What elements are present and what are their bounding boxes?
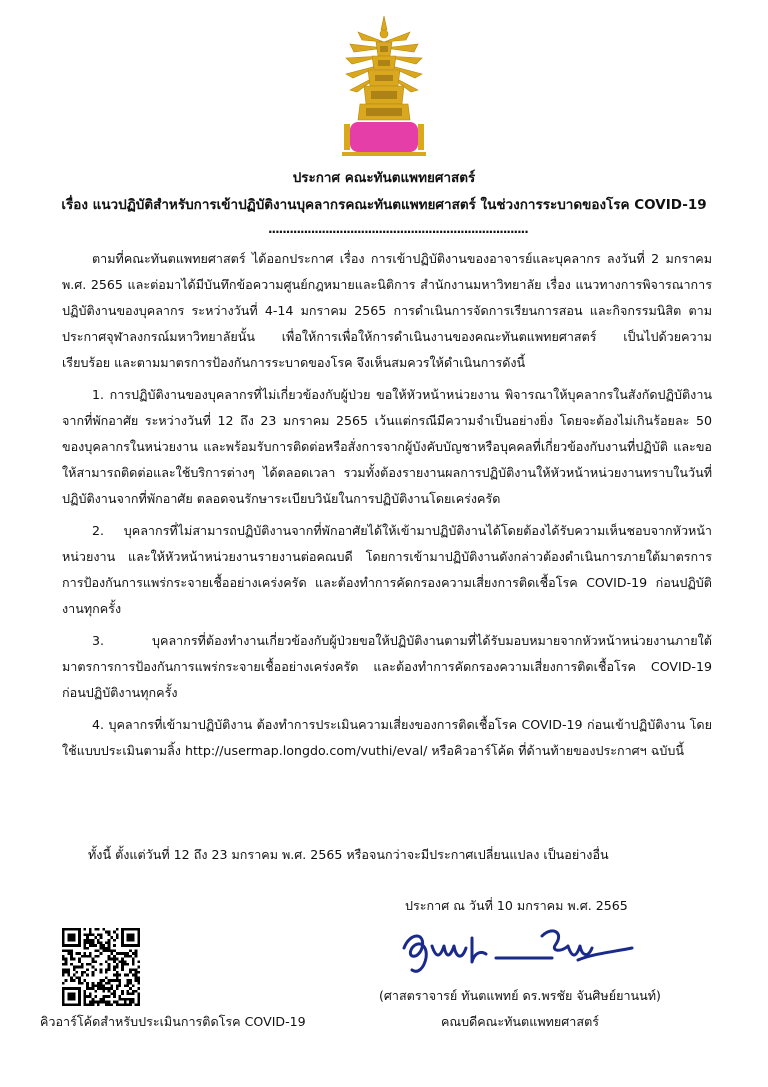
list-item-4: 4. บุคลากรที่เข้ามาปฏิบัติงาน ต้องทำการประเมินความเสี่ยงของการติดเชื้อโรค COVID-19 ก่อนเข้าปฏิบัติงาน โดยใช้แบบประเมินตามลิ้ง http://usermap.longdo.com/vuthi/eval/ หรือคิวอาร์โค้ด ที่ด้านท้ายของประกาศฯ ฉบับนี้ [62, 717, 712, 758]
qr-caption: คิวอาร์โค้ดสำหรับประเมินการติดโรค COVID-19 [40, 1014, 306, 1029]
effective-period: ทั้งนี้ ตั้งแต่วันที่ 12 ถึง 23 มกราคม พ.ศ. 2565 หรือจนกว่าจะมีประกาศเปลี่ยนแปลง เป็นอย่างอื่น [88, 847, 609, 862]
announcement-subject: เรื่อง แนวปฏิบัติสำหรับการเข้าปฏิบัติงานบุคลากรคณะทันตแพทยศาสตร์ ในช่วงการระบาดของโรค COVID-19 [61, 197, 707, 213]
chulalongkorn-emblem-icon [338, 12, 430, 162]
qr-code-icon[interactable] [62, 928, 140, 1006]
signer-name: (ศาสตราจารย์ ทันตแพทย์ ดร.พรชัย จันศิษย์ยานนท์) [379, 988, 661, 1003]
announcement-body [62, 246, 712, 770]
list-item-3: 3. บุคลากรที่ต้องทำงานเกี่ยวข้องกับผู้ป่วยขอให้ปฏิบัติงานตามที่ได้รับมอบหมายจากหัวหน้าหน่วยงานภายใต้มาตรการการป้องกันการแพร่กระจายเชื้ออย่างเคร่งครัด และต้องทำการคัดกรองความเสี่ยงการติดเชื้อโรค COVID-19 ก่อนปฏิบัติงานทุกครั้ง [62, 633, 712, 700]
announcement-title: ประกาศ คณะทันตแพทยศาสตร์ [292, 170, 476, 186]
announcement-date: ประกาศ ณ วันที่ 10 มกราคม พ.ศ. 2565 [405, 898, 628, 913]
list-item-2: 2. บุคลากรที่ไม่สามารถปฏิบัติงานจากที่พักอาศัยได้ให้เข้ามาปฏิบัติงานได้โดยต้องได้รับความเห็นชอบจากหัวหน้าหน่วยงาน และให้หัวหน้าหน่วยงานรายงานต่อคณบดี โดยการเข้ามาปฏิบัติงานดังกล่าวต้องดำเนินการภายใต้มาตรการการป้องกันการแพร่กระจายเชื้ออย่างเคร่งครัด และต้องทำการคัดกรองความเสี่ยงการติดเชื้อโรค COVID-19 ก่อนปฏิบัติงานทุกครั้ง [62, 523, 712, 616]
list-item-1: 1. การปฏิบัติงานของบุคลากรที่ไม่เกี่ยวข้องกับผู้ป่วย ขอให้หัวหน้าหน่วยงาน พิจารณาให้บุคลากรในสังกัดปฏิบัติงานจากที่พักอาศัย ระหว่างวันที่ 12 ถึง 23 มกราคม 2565 เว้นแต่กรณีมีความจำเป็นอย่างยิ่ง โดยจะต้องไม่เกินร้อยละ 50 ของบุคลากรในหน่วยงาน และพร้อมรับการติดต่อหรือสั่งการจากผู้บังคับบัญชาหรือบุคคลที่เกี่ยวข้องกับงานที่ปฏิบัติ และขอให้สามารถติดต่อและใช้บริการต่างๆ ได้ตลอดเวลา รวมทั้งต้องรายงานผลการปฏิบัติงานให้หัวหน้าหน่วยงานทราบในวันที่ปฏิบัติงานจากที่พักอาศัย ตลอดจนรักษาระเบียบวินัยในการปฏิบัติงานโดยเคร่งครัด [62, 387, 712, 506]
separator-line: ......................................................................... [268, 222, 528, 236]
signature-icon [392, 918, 642, 978]
signer-title: คณบดีคณะทันตแพทยศาสตร์ [440, 1014, 600, 1029]
intro-paragraph: ตามที่คณะทันตแพทยศาสตร์ ได้ออกประกาศ เรื่อง การเข้าปฏิบัติงานของอาจารย์และบุคลากร ลงวันที่ 2 มกราคม พ.ศ. 2565 และต่อมาได้มีบันทึกข้อความศูนย์กฎหมายและนิติการ สำนักงานมหาวิทยาลัย เรื่อง แนวทางการพิจารณาการปฏิบัติงานของบุคลากร ระหว่างวันที่ 4-14 มกราคม 2565 การดำเนินการจัดการเรียนการสอน และกิจกรรมนิสิต ตามประกาศจุฬาลงกรณ์มหาวิทยาลัยนั้น เพื่อให้การเพื่อให้การดำเนินงานของคณะทันตแพทยศาสตร์ เป็นไปด้วยความเรียบร้อย และตามมาตรการป้องกันการระบาดของโรค จึงเห็นสมควรให้ดำเนินการดังนี้ [62, 251, 712, 370]
